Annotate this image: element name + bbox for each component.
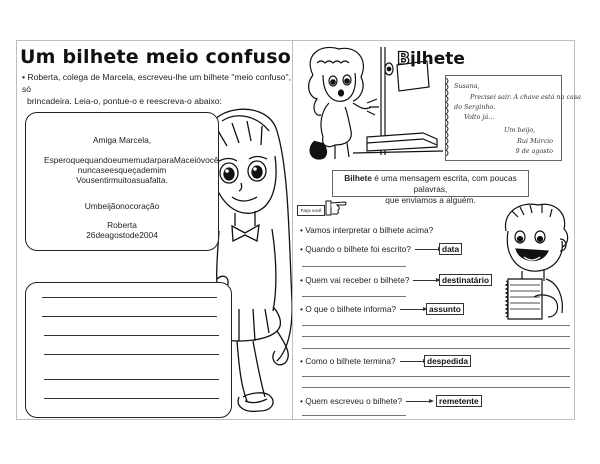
title-initial: B: [397, 49, 410, 69]
pointing-hand-icon: [325, 197, 347, 219]
question-farewell: [300, 356, 430, 367]
question-date: [300, 244, 445, 255]
arrow-icon: [406, 401, 432, 402]
answer-line[interactable]: [302, 296, 406, 297]
answer-line[interactable]: [42, 297, 217, 298]
question-subject: [300, 304, 430, 315]
page-title: [397, 49, 465, 69]
activity-tag: Faça você: [297, 205, 325, 216]
note-line-1: EsperoquequandoeumemudarparaMaceióvocê: [44, 155, 219, 165]
answer-line[interactable]: [44, 335, 219, 336]
intro-question: • Vamos interpretar o bilhete acima?: [300, 225, 434, 235]
worksheet-page-left: [16, 40, 293, 420]
note-line-2: nuncaseesqueçademim: [77, 165, 167, 175]
answer-tag-recipient: destinatário: [439, 274, 492, 286]
question-text: • O que o bilhete informa?: [300, 304, 397, 314]
answer-line[interactable]: [42, 316, 217, 317]
answer-tag-sender: remetente: [436, 395, 482, 407]
note-signature: Roberta: [107, 220, 137, 230]
note-date: 26deagostode2004: [86, 230, 158, 240]
question-text: • Quem vai receber o bilhete?: [300, 275, 410, 285]
note-greeting: Susana,: [454, 82, 480, 90]
definition-box: [332, 170, 529, 205]
answer-line[interactable]: [44, 398, 219, 399]
question-text: • Como o bilhete termina?: [300, 356, 396, 366]
note-body-line-1: Precisei sair. A chave está na casa: [470, 93, 581, 101]
note-closing: Umbeijãonocoração: [84, 201, 160, 211]
answer-line[interactable]: [302, 376, 570, 377]
note-signature: Rui Márcio: [517, 137, 553, 145]
note-date: 9 de agosto: [515, 147, 553, 155]
definition-text-2: que enviamos a alguém.: [385, 195, 476, 205]
answer-line[interactable]: [302, 266, 406, 267]
answer-line[interactable]: [302, 348, 570, 349]
arrow-icon: [413, 280, 439, 281]
answer-tag-subject: assunto: [426, 303, 464, 315]
answer-line[interactable]: [302, 325, 570, 326]
definition-term: Bilhete: [344, 173, 372, 183]
answer-line[interactable]: [302, 387, 570, 388]
example-note-box: [445, 75, 581, 161]
answer-line[interactable]: [44, 379, 219, 380]
question-text: • Quando o bilhete foi escrito?: [300, 244, 411, 254]
definition-text-1: é uma mensagem escrita, com poucas palavras,: [371, 173, 517, 194]
question-recipient: [300, 275, 443, 286]
instruction-line-2: brincadeira. Leia-o, pontue-o e reescreva-o abaixo:: [27, 96, 222, 106]
title-rest: ilhete: [409, 49, 465, 69]
note-closing: Um beijo,: [504, 126, 536, 134]
instruction-line-1: Roberta, colega de Marcela, escreveu-lhe um bilhete "meio confuso", só: [22, 72, 291, 94]
arrow-icon: [415, 249, 441, 250]
note-body-line-2: do Serginho.: [454, 103, 496, 111]
worksheet-page-right: [292, 40, 581, 420]
spiral-edge-icon: [442, 78, 450, 160]
boy-illustration: [498, 201, 573, 321]
question-sender: [300, 396, 436, 407]
rewrite-answer-box[interactable]: [25, 282, 232, 418]
bullet: •: [22, 72, 26, 82]
answer-line[interactable]: [302, 415, 406, 416]
confused-note-box: [25, 112, 219, 251]
arrow-icon: [400, 361, 426, 362]
note-greeting: Amiga Marcela,: [92, 135, 152, 145]
note-body-line-3: Volto já...: [464, 113, 495, 121]
arrow-icon: [400, 309, 426, 310]
answer-line[interactable]: [44, 354, 219, 355]
page-title: Um bilhete meio confuso: [20, 46, 291, 68]
answer-line[interactable]: [302, 336, 570, 337]
answer-tag-farewell: despedida: [424, 355, 471, 367]
note-line-3: Vousentirmuitoasuafalta.: [76, 175, 168, 185]
question-text: • Quem escreveu o bilhete?: [300, 396, 403, 406]
answer-tag-date: data: [439, 243, 462, 255]
